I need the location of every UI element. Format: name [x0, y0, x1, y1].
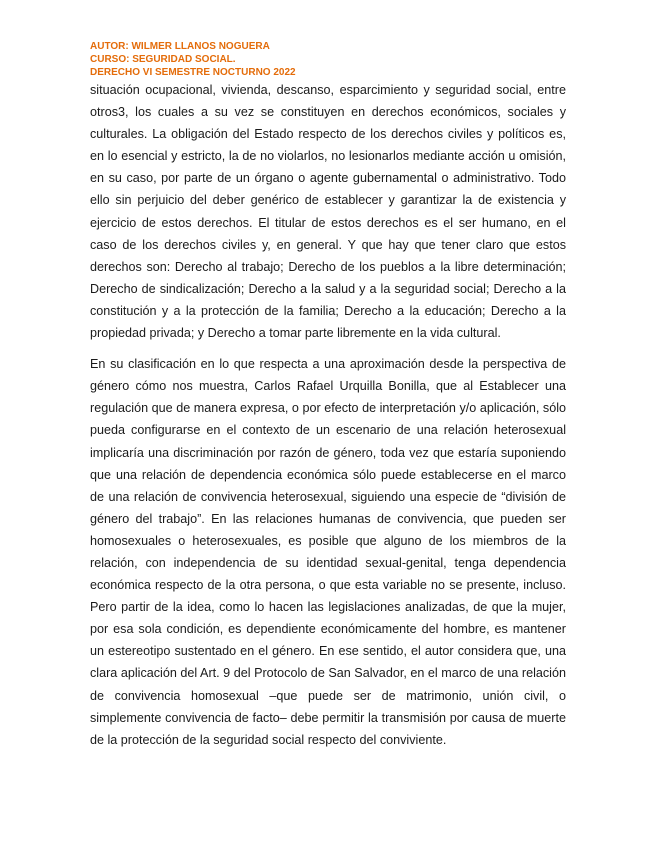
- paragraph-2: En su clasificación en lo que respecta a una aproximación desde la perspectiva de género cómo nos muestra, Carlos Rafael Urquilla Bonilla, que al Establecer una regulación que de manera expresa, o por efecto de interpretación y/o aplicación, sólo pueda configurarse en el contexto de un escenario de una relación heterosexual implicaría una discriminación por razón de género, toda vez que estaría suponiendo que una relación de dependencia económica sólo puede establecerse en el marco de una relación de convivencia heterosexual, siguiendo una especie de “división de género del trabajo”. En las relaciones humanas de convivencia, que pueden ser homosexuales o heterosexuales, es posible que alguno de los miembros de la relación, con independencia de su identidad sexual-genital, tenga dependencia económica respecto de la otra persona, o que esta variable no se presente, incluso. Pero partir de la idea, como lo hacen las legislaciones analizadas, de que la mujer, por esa sola condición, es dependiente económicamente del hombre, es mantener un estereotipo sustentado en el género. En ese sentido, el autor considera que, una clara aplicación del Art. 9 del Protocolo de San Salvador, en el marco de una relación de convivencia homosexual –que puede ser de matrimonio, unión civil, o simplemente convivencia de facto– debe permitir la transmisión por causa de muerte de la protección de la seguridad social respecto del conviviente.: [90, 357, 566, 747]
- paragraph-1: situación ocupacional, vivienda, descanso, esparcimiento y seguridad social, entre otros3, los cuales a su vez se constituyen en derechos económicos, sociales y culturales. La obligación del Estado respecto de los derechos civiles y políticos es, en lo esencial y estricto, la de no violarlos, no lesionarlos mediante acción u omisión, en su caso, por parte de un órgano o agente gubernamental o administrativo. Todo ello sin perjuicio del deber genérico de establecer y garantizar la de existencia y ejercicio de estos derechos. El titular de estos derechos es el ser humano, en el caso de los derechos civiles y, en general. Y que hay que tener claro que estos derechos son: Derecho al trabajo; Derecho de los pueblos a la libre determinación; Derecho de sindicalización; Derecho a la salud y a la seguridad social; Derecho a la constitución y a la protección de la familia; Derecho a la educación; Derecho a la propiedad privada; y Derecho a tomar parte libremente en la vida cultural.: [90, 83, 566, 341]
- document-body: [90, 79, 566, 751]
- program-line: DERECHO VI SEMESTRE NOCTURNO 2022: [90, 67, 296, 78]
- author-line: AUTOR: WILMER LLANOS NOGUERA: [90, 41, 270, 52]
- course-line: CURSO: SEGURIDAD SOCIAL.: [90, 54, 236, 65]
- document-header: [90, 40, 570, 79]
